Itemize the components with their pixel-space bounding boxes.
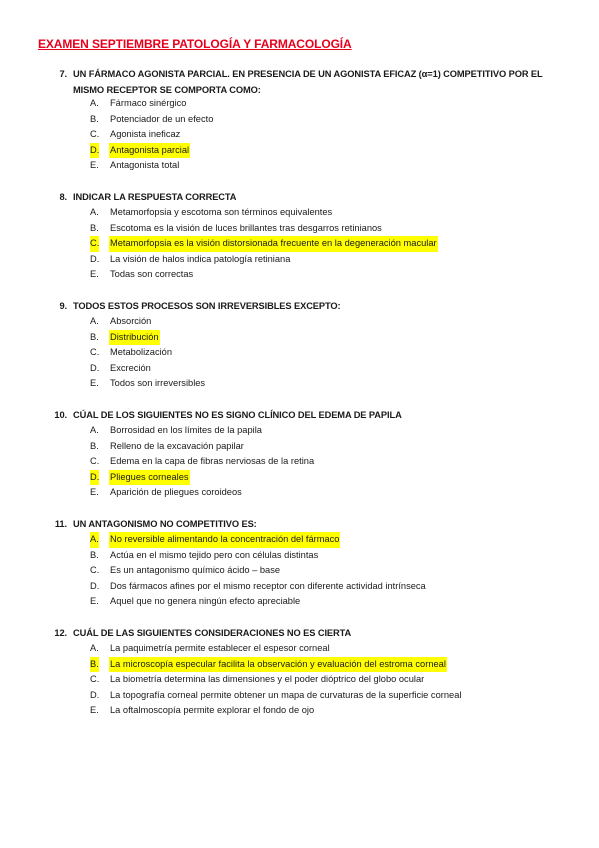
option-text-highlighted: Antagonista parcial: [109, 143, 190, 159]
question-header: [0, 625, 599, 641]
option-letter: C.: [90, 347, 100, 358]
option-letter: D.: [90, 143, 99, 159]
option-text: Escotoma es la visión de luces brillantes tras desgarros retinianos: [110, 222, 382, 233]
option-text: La visión de halos indica patología retiniana: [110, 253, 291, 264]
question-header: [0, 516, 599, 532]
option-letter: A.: [90, 425, 99, 435]
option-text: Edema en la capa de fibras nerviosas de la retina: [110, 456, 315, 467]
option-letter: C.: [90, 456, 100, 467]
question-header: [0, 66, 599, 98]
question-header: [0, 407, 599, 423]
question-number: 9.: [59, 301, 67, 311]
option-text: Potenciador de un efecto: [110, 113, 214, 124]
option-text: Todas son correctas: [110, 269, 194, 280]
question-8: [0, 189, 599, 280]
option-text: Todos son irreversibles: [110, 378, 206, 389]
question-11: [0, 516, 599, 607]
option-letter: C.: [90, 674, 100, 685]
question-number: 8.: [59, 192, 67, 202]
question-number: 11.: [54, 519, 67, 529]
option-letter: B.: [90, 113, 99, 124]
option-text: Fármaco sinérgico: [110, 98, 187, 108]
option-text: Agonista ineficaz: [110, 129, 181, 140]
option-text-highlighted: No reversible alimentando la concentración del fármaco: [109, 532, 340, 548]
option-text: Actúa en el mismo tejido pero con células distintas: [110, 549, 319, 560]
question-number: 10.: [54, 410, 67, 420]
option-letter: A.: [90, 316, 99, 326]
question-12: [0, 625, 599, 716]
question-number: 12.: [54, 628, 67, 638]
option-text-highlighted: Metamorfopsia es la visión distorsionada frecuente en la degeneración macular: [109, 236, 438, 252]
question-text-line-2: MISMO RECEPTOR SE COMPORTA COMO:: [73, 85, 261, 95]
option-letter: A.: [90, 98, 99, 108]
question-text: CÚAL DE LOS SIGUIENTES NO ES SIGNO CLÍNICO DEL EDEMA DE PAPILA: [73, 410, 402, 420]
option-letter: E.: [90, 487, 99, 498]
option-text-highlighted: Pliegues corneales: [109, 470, 190, 486]
option-text: Dos fármacos afines por el mismo receptor con diferente actividad intrínseca: [110, 580, 426, 591]
question-header: [0, 298, 599, 314]
option-text: La oftalmoscopía permite explorar el fondo de ojo: [110, 705, 315, 716]
question-text: [73, 66, 563, 98]
option-letter: D.: [90, 253, 100, 264]
option-text: Aquel que no genera ningún efecto apreciable: [110, 596, 301, 607]
option-text: La topografía corneal permite obtener un mapa de curvaturas de la superficie corneal: [110, 689, 462, 700]
option-letter: D.: [90, 470, 99, 486]
option-text: Antagonista total: [110, 160, 180, 171]
question-text-line-1: UN FÁRMACO AGONISTA PARCIAL. EN PRESENCIA DE UN AGONISTA EFICAZ (α=1) COMPETITIVO POR EL: [73, 69, 543, 79]
option-text: Metamorfopsia y escotoma son términos equivalentes: [110, 207, 333, 217]
option-text-highlighted: La microscopía especular facilita la observación y evaluación del estroma corneal: [109, 657, 447, 673]
option-letter: B.: [90, 222, 99, 233]
question-text: CUÁL DE LAS SIGUIENTES CONSIDERACIONES NO ES CIERTA: [73, 628, 352, 638]
option-letter: C.: [90, 129, 100, 140]
option-letter: D.: [90, 580, 100, 591]
option-letter: D.: [90, 362, 100, 373]
option-text: Borrosidad en los límites de la papila: [110, 425, 262, 435]
question-9: [0, 298, 599, 389]
option-text: Aparición de pliegues coroideos: [110, 487, 242, 498]
option-letter: E.: [90, 705, 99, 716]
option-letter: C.: [90, 565, 100, 576]
option-letter: E.: [90, 378, 99, 389]
question-7: [0, 66, 599, 171]
question-10: [0, 407, 599, 498]
option-letter: B.: [90, 440, 99, 451]
question-number: 7.: [59, 69, 67, 79]
option-text: Excreción: [110, 362, 151, 373]
option-letter: A.: [90, 643, 99, 653]
question-header: [0, 189, 599, 205]
option-text: Metabolización: [110, 347, 173, 358]
option-text: La paquimetría permite establecer el espesor corneal: [110, 643, 330, 653]
option-text: Relleno de la excavación papilar: [110, 440, 244, 451]
option-letter: A.: [90, 532, 99, 548]
option-letter: B.: [90, 331, 99, 342]
option-letter: E.: [90, 269, 99, 280]
question-text: UN ANTAGONISMO NO COMPETITIVO ES:: [73, 519, 257, 529]
option-letter: E.: [90, 596, 99, 607]
option-text: La biometría determina las dimensiones y el poder dióptrico del globo ocular: [110, 674, 425, 685]
option-letter: A.: [90, 207, 99, 217]
option-text: Absorción: [110, 316, 152, 326]
option-text: Es un antagonismo químico ácido – base: [110, 565, 281, 576]
option-letter: E.: [90, 160, 99, 171]
exam-title: EXAMEN SEPTIEMBRE PATOLOGÍA Y FARMACOLOGÍA: [38, 37, 352, 51]
option-text-highlighted: Distribución: [109, 330, 160, 346]
option-letter: D.: [90, 689, 100, 700]
option-letter: C.: [90, 236, 99, 252]
option-letter: B.: [90, 549, 99, 560]
question-text: INDICAR LA RESPUESTA CORRECTA: [73, 192, 237, 202]
option-letter: B.: [90, 657, 99, 673]
question-text: TODOS ESTOS PROCESOS SON IRREVERSIBLES EXCEPTO:: [73, 301, 341, 311]
